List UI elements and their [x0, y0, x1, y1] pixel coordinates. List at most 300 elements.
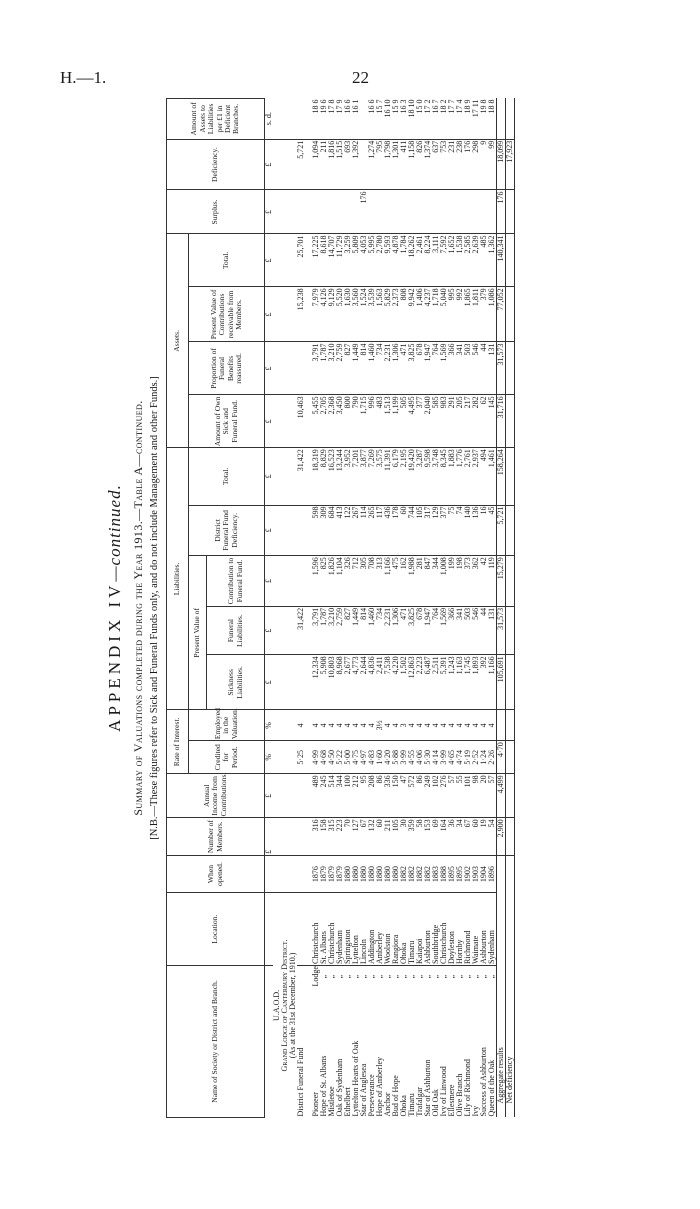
table-cell: 827	[344, 342, 352, 395]
table-cell: 245	[320, 774, 328, 818]
table-cell: 344	[336, 774, 344, 818]
table-cell: Queen of the Oak	[487, 1059, 497, 1117]
appendix-title: APPENDIX IV—continued.	[105, 484, 124, 732]
table-cell: 1,798	[384, 139, 392, 190]
table-cell: Lyttelton Hearts of Oak	[351, 1040, 361, 1117]
table-cell: 8,829	[320, 448, 328, 505]
table-cell: 3,210	[328, 606, 336, 654]
table-cell: 1,524	[360, 287, 368, 342]
table-cell: 4·55	[408, 741, 416, 774]
table-cell: 17 7	[448, 99, 456, 140]
table-cell: 2,368	[328, 395, 336, 448]
empty-cell	[506, 556, 515, 607]
header-funeral: Funeral Liabilities.	[207, 606, 265, 654]
net-deficiency-label: Net deficiency	[506, 855, 515, 1117]
table-cell: 1,306	[392, 342, 400, 395]
table-cell: 17 8	[328, 99, 336, 140]
table-cell: 16 1	[352, 99, 360, 140]
table-cell: „	[335, 974, 345, 979]
table-cell: 2,705	[320, 395, 328, 448]
table-cell: 1,094	[312, 139, 320, 190]
table-cell: 9,593	[384, 234, 392, 287]
table-cell: 3,287	[416, 448, 424, 505]
table-cell: 2,223	[416, 655, 424, 710]
table-cell: 4	[320, 710, 328, 741]
table-cell: 4	[312, 710, 320, 741]
table-cell: 1879	[328, 855, 336, 892]
table-cell: 1,515	[336, 139, 344, 190]
table-cell: 10,803	[328, 655, 336, 710]
table-cell: Springston	[344, 893, 352, 966]
table-cell: 800	[344, 395, 352, 448]
table-cell: 7,269	[368, 448, 376, 505]
table-cell: 1896	[488, 855, 497, 892]
table-cell: 12,334	[312, 655, 320, 710]
table-cell: „	[407, 974, 417, 979]
table-cell: 326	[344, 556, 352, 607]
empty-cell	[506, 655, 515, 710]
table-cell: 2·26	[488, 741, 497, 774]
table-cell: 3,791	[312, 606, 320, 654]
table-cell: 162	[400, 556, 408, 607]
unit-row: £ £ % % £ £ £ £ £ £ £ £ £ £ £ s. d.	[265, 99, 274, 1118]
table-cell: Hornby	[456, 893, 464, 966]
table-cell: Timaru	[407, 1093, 417, 1117]
table-cell: 17 2	[424, 99, 432, 140]
table-cell: 19,420	[408, 448, 416, 505]
table-cell: „	[415, 974, 425, 979]
table-cell: 4,237	[424, 287, 432, 342]
table-cell: 205	[456, 395, 464, 448]
table-cell: 7,201	[352, 448, 360, 505]
table-cell: 16 6	[368, 99, 376, 140]
table-cell	[368, 190, 376, 234]
header-present-value: Present Value of	[189, 556, 207, 710]
header-pv-contributions: Present Value of Contributions receivable from Members.	[189, 287, 265, 342]
table-cell: 2,677	[344, 655, 352, 710]
table-cell: 1882	[408, 855, 416, 892]
table-cell: 4	[472, 710, 480, 741]
table-cell: 1880	[360, 855, 368, 892]
table-cell: 1,301	[392, 139, 400, 190]
table-cell: 34	[456, 818, 464, 855]
header-district-deficiency: District Funeral Fund Deficiency.	[189, 505, 265, 556]
table-cell: Ivy of Linwood	[439, 1066, 449, 1117]
table-cell: 117	[376, 505, 384, 556]
table-cell: „	[479, 974, 489, 979]
table-cell: 494	[480, 448, 488, 505]
table-cell: 489	[312, 774, 320, 818]
table-cell: Trafalgar	[415, 1087, 425, 1117]
table-cell: Lincoln	[360, 893, 368, 966]
table-cell: 101	[464, 774, 472, 818]
table-cell: 44	[480, 606, 488, 654]
table-cell	[464, 190, 472, 234]
table-cell: 1879	[336, 855, 344, 892]
table-cell: 16 10	[384, 99, 392, 140]
table-cell	[416, 190, 424, 234]
table-cell: 3,111	[432, 234, 440, 287]
table-cell: 2,759	[336, 342, 344, 395]
table-cell: 3,791	[312, 342, 320, 395]
table-cell: 2,511	[432, 655, 440, 710]
table-cell: Southbridge	[432, 893, 440, 966]
table-cell: 102	[432, 774, 440, 818]
table-cell: 503	[464, 342, 472, 395]
table-cell: 678	[416, 342, 424, 395]
aggregate-cell: 176	[497, 190, 506, 234]
table-cell: 199	[448, 556, 456, 607]
aggregate-cell	[497, 710, 506, 741]
table-cell: 58	[416, 818, 424, 855]
table-cell: „	[383, 974, 393, 979]
table-cell: 1,243	[448, 655, 456, 710]
table-cell: Oak of Sydenham	[335, 1058, 345, 1117]
table-cell: 86	[416, 774, 424, 818]
table-cell: 281	[416, 556, 424, 607]
net-deficiency-value: 17,923	[506, 139, 515, 190]
table-cell: „	[351, 974, 361, 979]
table-cell	[480, 190, 488, 234]
table-cell: 69	[432, 818, 440, 855]
table-cell: 249	[424, 774, 432, 818]
table-cell: 16 3	[400, 99, 408, 140]
table-cell: 17 11	[472, 99, 480, 140]
table-cell: 315	[328, 818, 336, 855]
table-cell: 341	[456, 606, 464, 654]
table-cell: 265	[368, 505, 376, 556]
table-cell: 158	[320, 818, 328, 855]
table-cell: 471	[400, 606, 408, 654]
table-cell: 4,126	[320, 287, 328, 342]
header-assets: Assets.	[167, 234, 189, 448]
table-cell: 313	[376, 556, 384, 607]
table-cell: 1,883	[448, 448, 456, 505]
table-cell: 18 6	[312, 99, 320, 140]
table-cell: 366	[448, 606, 456, 654]
table-cell: 1,158	[408, 139, 416, 190]
table-cell: 211	[320, 139, 328, 190]
table-cell: 16 7	[432, 99, 440, 140]
table-cell: Sydenham	[488, 893, 497, 966]
table-cell: Lyttelton	[352, 893, 360, 966]
table-cell: 305	[360, 556, 368, 607]
table-cell	[448, 190, 456, 234]
table-cell: 4	[352, 710, 360, 741]
table-cell: 4	[344, 710, 352, 741]
table-cell: 132	[368, 818, 376, 855]
table-cell: 18 10	[408, 99, 416, 140]
table-cell: 847	[424, 556, 432, 607]
header-credited: Credited for Period.	[189, 741, 265, 774]
table-cell	[336, 190, 344, 234]
table-cell: Christchurch	[328, 893, 336, 966]
aggregate-cell: 15,279	[497, 556, 506, 607]
table-cell: 1,166	[384, 556, 392, 607]
table-cell	[424, 190, 432, 234]
table-cell: 1,569	[440, 342, 448, 395]
table-cell: 992	[456, 287, 464, 342]
table-cell: 825	[320, 556, 328, 607]
table-cell: Timaru	[408, 893, 416, 966]
aggregate-cell: 4,499	[497, 774, 506, 818]
empty-cell	[506, 448, 515, 505]
society-district: Grand Lodge of Canterbury District.	[280, 939, 289, 1072]
table-cell: „	[327, 974, 337, 979]
table-cell: Mistletoe	[327, 1086, 337, 1117]
table-cell: 827	[344, 606, 352, 654]
table-cell: 178	[392, 505, 400, 556]
table-cell: 164	[440, 818, 448, 855]
table-cell: 5·88	[392, 741, 400, 774]
table-cell: 60	[400, 505, 408, 556]
table-cell: 2·52	[472, 741, 480, 774]
table-cell: 1888	[440, 855, 448, 892]
table-cell: 4	[440, 710, 448, 741]
table-cell: 60	[376, 818, 384, 855]
table-cell: 105	[392, 818, 400, 855]
table-cell: 1,826	[328, 556, 336, 607]
table-cell: 3,825	[408, 342, 416, 395]
table-cell: 136	[472, 505, 480, 556]
table-cell: 826	[416, 139, 424, 190]
table-cell: 1,745	[464, 655, 472, 710]
aggregate-cell: 31,573	[497, 606, 506, 654]
table-cell: 814	[360, 342, 368, 395]
table-cell: 15 0	[416, 99, 424, 140]
table-cell: 1895	[448, 855, 456, 892]
table-cell: 2,231	[384, 342, 392, 395]
table-cell: 9,942	[408, 287, 416, 342]
district-fund-row: District Funeral Fund 5·25 4 31,422 31,422 10,463 15,238 25,701 5,721	[297, 99, 305, 1118]
table-cell: 3,539	[368, 287, 376, 342]
table-cell: 1882	[424, 855, 432, 892]
table-cell: 4	[424, 710, 432, 741]
table-cell: 17 4	[456, 99, 464, 140]
table-cell: „	[455, 974, 465, 979]
table-cell: 231	[448, 139, 456, 190]
table-cell: 2,937	[472, 448, 480, 505]
table-cell: St. Albans	[320, 893, 328, 966]
table-cell: 377	[416, 395, 424, 448]
table-cell: 1,449	[352, 606, 360, 654]
table-cell: 413	[336, 505, 344, 556]
header-amount-assets: Amount of Assets to Liabilities per £1 in Deficient Branches.	[167, 99, 265, 140]
table-cell: 4,495	[408, 395, 416, 448]
table-cell: 795	[376, 139, 384, 190]
table-cell	[312, 190, 320, 234]
table-cell: 129	[432, 505, 440, 556]
table-cell: 212	[352, 774, 360, 818]
table-cell: 808	[400, 287, 408, 342]
table-cell: 1,596	[312, 556, 320, 607]
district-fund-name: District Funeral Fund	[296, 1047, 305, 1117]
table-cell: 11,729	[336, 234, 344, 287]
table-cell: 3,748	[432, 448, 440, 505]
table-cell: 1,460	[368, 606, 376, 654]
aggregate-cell: 140,341	[497, 234, 506, 287]
table-cell: 1880	[384, 855, 392, 892]
table-cell: 19	[480, 818, 488, 855]
table-cell: 16 6	[344, 99, 352, 140]
table-cell: „	[319, 974, 329, 979]
table-cell: 223	[336, 818, 344, 855]
table-cell: 764	[432, 606, 440, 654]
table-cell: 1880	[352, 855, 360, 892]
table-cell: 18 8	[488, 99, 497, 140]
table-cell: „	[431, 974, 441, 979]
table-cell: 1880	[344, 855, 352, 892]
table-cell: 379	[480, 287, 488, 342]
table-cell: 377	[440, 505, 448, 556]
empty-cell	[506, 741, 515, 774]
table-cell: 598	[312, 505, 320, 556]
table-cell: 4	[448, 710, 456, 741]
page-number: 22	[352, 68, 369, 87]
table-cell: 45	[488, 505, 497, 556]
table-cell: 17 9	[336, 99, 344, 140]
aggregate-cell	[497, 99, 506, 140]
table-cell: 67	[360, 818, 368, 855]
table-cell: Kaiapoi	[416, 893, 424, 966]
table-cell: 316	[312, 818, 320, 855]
society-date: (As at the 31st December, 1910.)	[288, 952, 297, 1059]
table-cell: 572	[408, 774, 416, 818]
aggregate-cell: 31,716	[497, 395, 506, 448]
aggregate-label: Aggregate results	[497, 855, 506, 1117]
table-cell: 5,040	[440, 287, 448, 342]
header-contrib-funeral: Contribution to Funeral Fund.	[207, 556, 265, 607]
table-cell: 4·65	[448, 741, 456, 774]
table-cell: 1,811	[472, 287, 480, 342]
table-cell: 4·06	[416, 741, 424, 774]
table-cell: 36	[448, 818, 456, 855]
table-cell	[472, 190, 480, 234]
table-cell: 4	[384, 710, 392, 741]
table-cell: 176	[360, 190, 368, 234]
table-cell: 7,979	[312, 287, 320, 342]
table-cell: 5,520	[336, 287, 344, 342]
aggregate-cell: 2,900	[497, 818, 506, 855]
table-cell: Ellesmere	[447, 1084, 457, 1117]
table-cell: 637	[432, 139, 440, 190]
table-cell: „	[375, 974, 385, 979]
table-cell: 114	[360, 505, 368, 556]
table-cell: 1,563	[376, 287, 384, 342]
aggregate-cell: 158,264	[497, 448, 506, 505]
table-cell: 1,306	[392, 606, 400, 654]
table-cell: Ivy	[471, 1105, 481, 1117]
table-cell: 1,630	[344, 287, 352, 342]
empty-cell	[506, 395, 515, 448]
header-members: Number of Members.	[167, 818, 265, 855]
table-cell: Lodge	[311, 966, 321, 987]
table-cell: „	[391, 974, 401, 979]
table-cell: 5,455	[312, 395, 320, 448]
table-cell: „	[487, 974, 497, 979]
table-cell: 362	[472, 556, 480, 607]
table-cell: Success of Ashburton	[479, 1047, 489, 1117]
table-cell: 7,592	[440, 234, 448, 287]
table-cell: 150	[392, 774, 400, 818]
table-cell: 153	[424, 818, 432, 855]
aggregate-cell: 31,573	[497, 342, 506, 395]
table-cell: 217	[464, 395, 472, 448]
table-cell: 70	[344, 818, 352, 855]
table-cell: 55	[456, 774, 464, 818]
table-cell: 983	[440, 395, 448, 448]
table-cell: 1,274	[368, 139, 376, 190]
table-cell: 4·97	[360, 741, 368, 774]
table-cell	[320, 190, 328, 234]
table-cell: „	[367, 974, 377, 979]
table-cell: „	[439, 974, 449, 979]
table-cell: 99	[488, 139, 497, 190]
table-cell: 3	[400, 710, 408, 741]
table-cell: 712	[352, 556, 360, 607]
table-cell: 1,502	[400, 655, 408, 710]
table-cell: 11,391	[384, 448, 392, 505]
table-cell: 411	[400, 139, 408, 190]
table-cell: 2,780	[376, 234, 384, 287]
empty-cell	[506, 287, 515, 342]
table-cell: 1880	[392, 855, 400, 892]
table-cell: 1,988	[408, 556, 416, 607]
table-cell: 1,086	[488, 287, 497, 342]
table-cell: 100	[344, 774, 352, 818]
valuation-table	[166, 98, 515, 1118]
table-cell: 119	[488, 556, 497, 607]
table-cell: 4·20	[384, 741, 392, 774]
table-cell: 1,947	[424, 606, 432, 654]
table-cell: 145	[488, 395, 497, 448]
table-cell: 4·99	[312, 741, 320, 774]
table-cell: 2,231	[384, 606, 392, 654]
table-cell: 3½	[376, 710, 384, 741]
table-cell: 734	[376, 342, 384, 395]
table-cell: 19 6	[320, 99, 328, 140]
table-cell: 1,893	[472, 655, 480, 710]
table-cell: 3,259	[344, 234, 352, 287]
table-cell: 708	[368, 556, 376, 607]
table-cell: 1,449	[352, 342, 360, 395]
table-cell: 4	[416, 710, 424, 741]
table-cell: 1,718	[432, 287, 440, 342]
table-cell: 5,908	[320, 655, 328, 710]
table-cell: 1,163	[456, 655, 464, 710]
table-cell: 4	[368, 710, 376, 741]
table-cell: 3,825	[408, 606, 416, 654]
table-cell: 1902	[464, 855, 472, 892]
table-cell: 3,450	[336, 395, 344, 448]
table-cell: 18,262	[408, 234, 416, 287]
header-deficiency: Deficiency.	[167, 139, 265, 190]
table-cell: Ethelbert	[343, 1087, 353, 1117]
table-cell: Ohoka	[400, 893, 408, 966]
table-cell	[392, 190, 400, 234]
table-cell: 208	[368, 774, 376, 818]
header-liabilities: Liabilities.	[167, 448, 189, 710]
table-cell: 1879	[320, 855, 328, 892]
empty-cell	[506, 710, 515, 741]
table-cell: 4	[408, 710, 416, 741]
header-sickness: Sickness Liabilities.	[207, 655, 265, 710]
table-cell: Star of Ashburton	[423, 1059, 433, 1117]
table-cell: 1·60	[376, 741, 384, 774]
table-cell: 1876	[312, 855, 320, 892]
table-cell	[328, 190, 336, 234]
table-cell: 485	[480, 234, 488, 287]
